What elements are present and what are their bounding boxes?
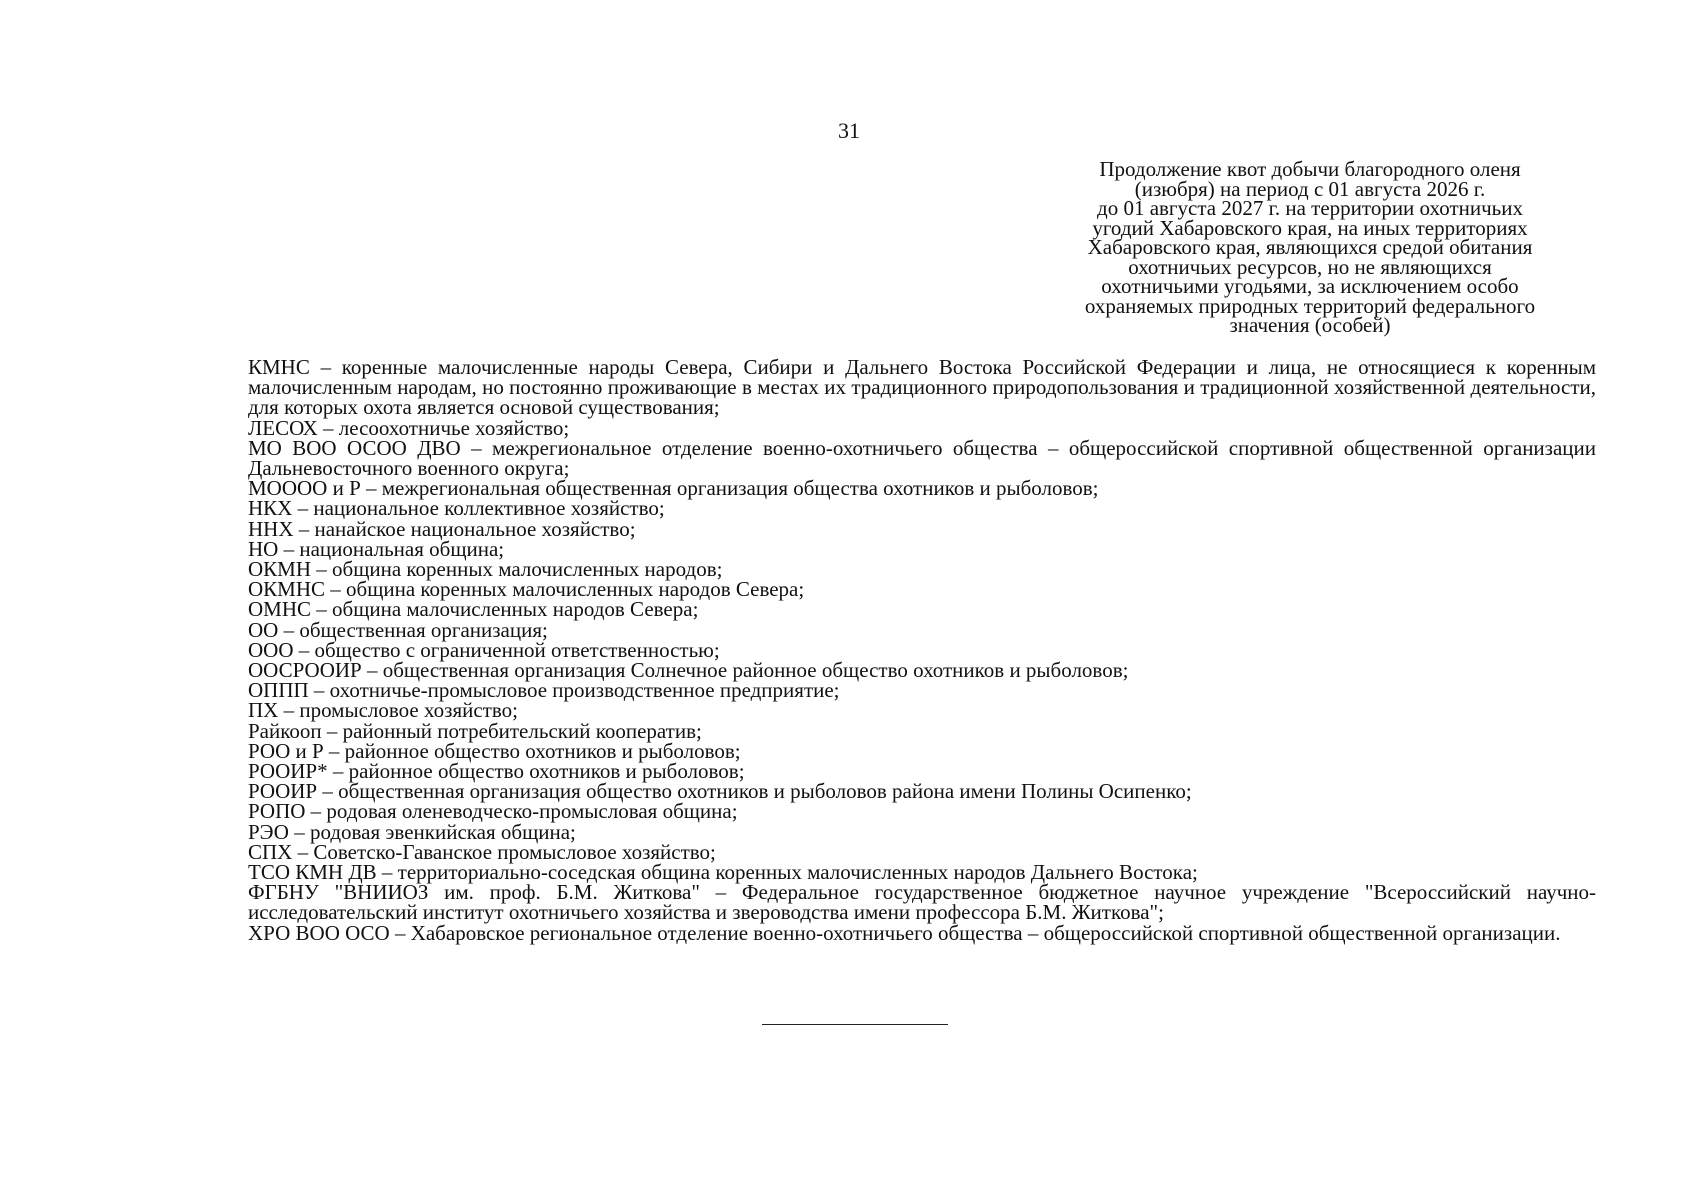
heading-line: значения (особей): [1229, 313, 1391, 337]
abbreviation-item: ФГБНУ "ВНИИОЗ им. проф. Б.М. Житкова" – Федеральное государственное бюджетное научное учреждение "Всероссийский научно-исследовательский институт охотничьего хозяйства и звероводства имени профессора Б.М. Житкова";: [248, 880, 1596, 925]
heading-line: охраняемых природных территорий федерального: [1084, 293, 1536, 318]
heading-line: Продолжение квот добычи благородного оленя: [1099, 157, 1521, 181]
heading-line: охотничьими угодьями, за исключением особо: [1101, 274, 1519, 298]
abbreviation-item: РОПО – родовая оленеводческо-промысловая община;: [248, 799, 738, 824]
abbreviation-item: ЛЕСОХ – лесоохотничье хозяйство;: [248, 415, 570, 440]
abbreviation-item: СПХ – Советско-Гаванское промысловое хозяйство;: [248, 839, 716, 864]
abbreviation-item: НО – национальная община;: [248, 536, 505, 561]
abbreviation-item: ОКМНС – община коренных малочисленных народов Севера;: [248, 577, 805, 602]
abbreviation-item: ННХ – нанайское национальное хозяйство;: [248, 516, 636, 541]
abbreviation-item: РЭО – родовая эвенкийская община;: [248, 819, 576, 844]
abbreviation-item: ОППП – охотничье-промысловое производственное предприятие;: [248, 678, 840, 703]
end-divider-line: [762, 1024, 948, 1025]
abbreviation-item: КМНС – коренные малочисленные народы Севера, Сибири и Дальнего Востока Российской Федерации и лица, не относящиеся к коренным малочисленным народам, но постоянно проживающие в местах их традиционного природопользования и традиционной хозяйственной деятельности, для которых охота является основой существования;: [248, 355, 1596, 420]
heading-line: Хабаровского края, являющихся средой обитания: [1087, 235, 1533, 259]
page-number: 31: [838, 118, 860, 143]
document-heading: [1050, 157, 1570, 337]
abbreviation-item: РООИР* – районное общество охотников и рыболовов;: [248, 759, 745, 784]
abbreviation-item: ООО – общество с ограниченной ответственностью;: [248, 637, 720, 662]
heading-line: до 01 августа 2027 г. на территории охотничьих: [1097, 196, 1523, 220]
abbreviation-item: НКХ – национальное коллективное хозяйство;: [248, 496, 665, 521]
abbreviation-item: ОКМН – община коренных малочисленных народов;: [248, 557, 723, 582]
abbreviation-list: [248, 357, 1596, 943]
abbreviation-item: МОООО и Р – межрегиональная общественная организация общества охотников и рыболовов;: [248, 476, 1099, 501]
abbreviation-item: Райкооп – районный потребительский кооператив;: [248, 718, 702, 743]
abbreviation-item: МО ВОО ОСОО ДВО – межрегиональное отделение военно-охотничьего общества – общероссийской спортивной общественной организации Дальневосточного военного округа;: [248, 435, 1596, 481]
abbreviation-item: ТСО КМН ДВ – территориально-соседская община коренных малочисленных народов Дальнего Востока;: [248, 860, 1198, 885]
heading-line: (изюбря) на период с 01 августа 2026 г.: [1134, 176, 1486, 201]
abbreviation-item: ООСРООИР – общественная организация Солнечное районное общество охотников и рыболовов;: [248, 658, 1129, 683]
abbreviation-item: РОО и Р – районное общество охотников и рыболовов;: [248, 738, 741, 763]
heading-line: угодий Хабаровского края, на иных территориях: [1092, 215, 1528, 240]
abbreviation-item: ОО – общественная организация;: [248, 617, 548, 642]
abbreviation-item: РООИР – общественная организация общество охотников и рыболовов района имени Полины Осипенко;: [248, 779, 1192, 804]
abbreviation-item: ОМНС – община малочисленных народов Севера;: [248, 597, 699, 622]
abbreviation-item: ПХ – промысловое хозяйство;: [248, 698, 518, 723]
abbreviation-item: ХРО ВОО ОСО – Хабаровское региональное отделение военно-охотничьего общества – общероссийской спортивной общественной организации.: [248, 920, 1561, 945]
heading-line: охотничьих ресурсов, но не являющихся: [1128, 254, 1492, 279]
